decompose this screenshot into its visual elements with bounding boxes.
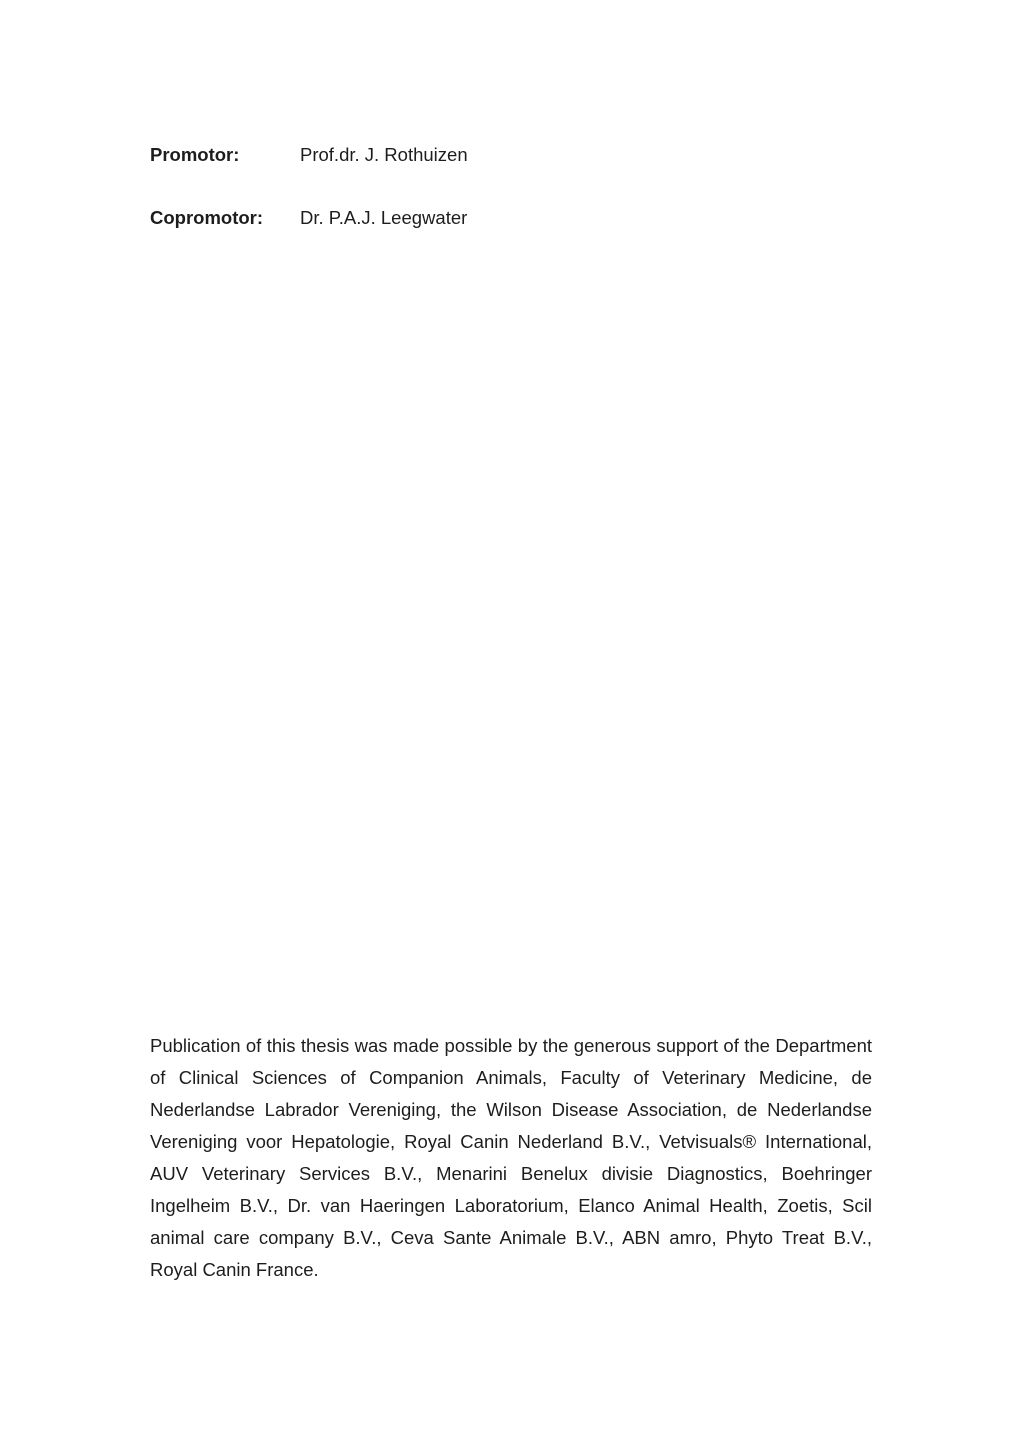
promotor-label: Promotor: [150, 144, 240, 165]
copromotor-value: Dr. P.A.J. Leegwater [300, 207, 468, 228]
funding-acknowledgement-paragraph: Publication of this thesis was made possible by the generous support of the Department of Clinical Sciences of Companion Animals, Faculty of Veterinary Medicine, de Nederlandse Labrador Vereniging, the Wilson Disease Association, de Nederlandse Vereniging voor Hepatologie, Royal Canin Nederland B.V., Vetvisuals® International, AUV Veterinary Services B.V., Menarini Benelux divisie Diagnostics, Boehringer Ingelheim B.V., Dr. van Haeringen Laboratorium, Elanco Animal Health, Zoetis, Scil animal care company B.V., Ceva Sante Animale B.V., ABN amro, Phyto Treat B.V., Royal Canin France. [150, 1035, 872, 1280]
promoters-section [150, 144, 468, 270]
copromotor-row [150, 207, 468, 229]
copromotor-label: Copromotor: [150, 207, 264, 228]
promotor-row [150, 144, 468, 166]
promotor-value: Prof.dr. J. Rothuizen [300, 144, 468, 165]
